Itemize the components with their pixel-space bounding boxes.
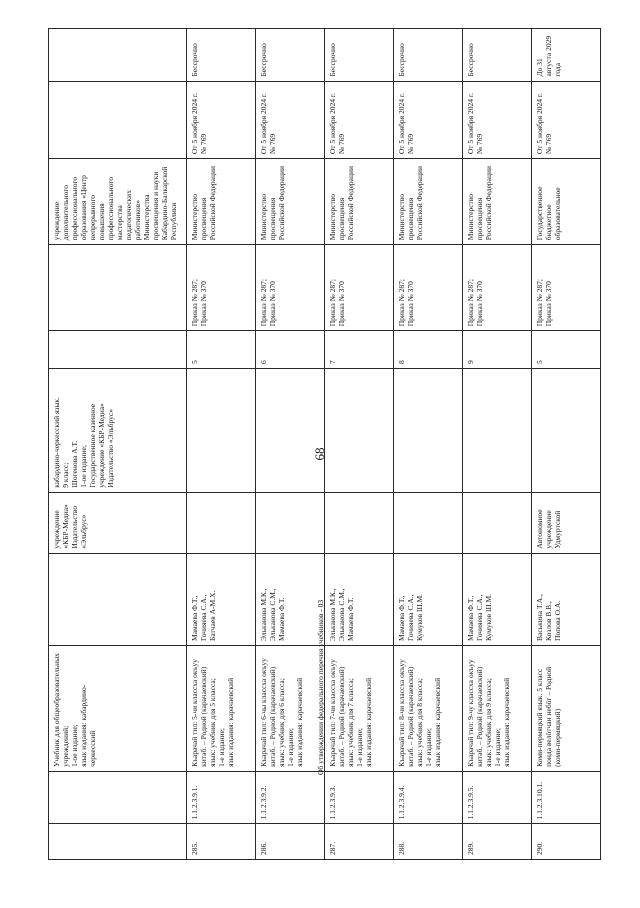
cell-title: Къарачай тил: 8-чи классха окъуу китаб. – Родной (карачаевский) язык: учебник для 8 класса; 1-е издание; язык издания: карачаевский (394, 645, 463, 771)
cell-term: Бессрочно (463, 29, 532, 82)
cell-term: Бессрочно (325, 29, 394, 82)
table-row (49, 29, 187, 860)
cell-num: 285. (187, 824, 256, 860)
cell-title: Къарачай тил: 7-чи классха окъуу китаб. – Родной (карачаевский) язык: учебник для 7 класса; 1-е издание; язык издания: карачаевский (325, 645, 394, 771)
cell-authors: Мамаева Ф.Т., Гочияева С.А., Кумуков Ш.М. (394, 553, 463, 645)
cell-num: 287. (325, 824, 394, 860)
cell-developer: Министерство просвещения Российской Федерации (394, 159, 463, 245)
cell-title: Коми-пермяцкий язык. 5 класс понда велӧтчан небӧг – Родной (коми-пермяцкий) (532, 645, 601, 771)
cell-grade: 6 (256, 331, 325, 369)
cell-code (49, 771, 187, 823)
cell-order: Приказ № 287; Приказ № 370 (256, 245, 325, 331)
cell-prev (394, 369, 463, 493)
cell-num: 286. (256, 824, 325, 860)
page-number: 68 (312, 447, 327, 461)
cell-publisher (463, 492, 532, 553)
cell-num: 289. (463, 824, 532, 860)
cell-authors (49, 553, 187, 645)
cell-publisher: учреждение «КБР-Медиа» Издательство «Эльбрус» (49, 492, 187, 553)
cell-authors: Эльканова М.К., Эльканова С.М., Мамаева Ф.Т. (256, 553, 325, 645)
cell-title: Къарачай тил: 6-чы классха окъуу китаб. – Родной (карачаевский) язык: учебник для 6 класса; 1-е издание; язык издания: карачаевский (256, 645, 325, 771)
cell-prev (187, 369, 256, 493)
cell-authors: Мамаева Ф.Т., Гочияева С.А., Батчаев А-М.Х. (187, 553, 256, 645)
cell-publisher (187, 492, 256, 553)
cell-num (49, 824, 187, 860)
cell-code: 1.1.2.3.9.2. (256, 771, 325, 823)
cell-term: До 31 августа 2029 года (532, 29, 601, 82)
cell-num: 288. (394, 824, 463, 860)
table-row (463, 29, 532, 860)
cell-developer: учреждение дополнительного профессионального образования «Центр непрерывного повышения профессионального мастерства педагогических работников» Министерства просвещения и науки Кабардино-Балкарской Республики (49, 159, 187, 245)
cell-term: Бессрочно (187, 29, 256, 82)
cell-grade: 9 (463, 331, 532, 369)
cell-grade: 5 (532, 331, 601, 369)
cell-prev (463, 369, 532, 493)
cell-order: Приказ № 287; Приказ № 370 (463, 245, 532, 331)
cell-prev: кабардино-черкесский язык. 9 класс; Шогенова А.Т. 1-ое издание; Государственное казенное учреждение «КБР-Медиа» Издательство «Эльбрус» (49, 369, 187, 493)
footer-note: Об утверждении федерального перечня учебников - 03 (316, 599, 325, 775)
cell-title: Къарачай тил: 5-чи классха окъуу китаб. – Родной (карачаевский) язык: учебник для 5 класса; 1-е издание; язык издания: карачаевский (187, 645, 256, 771)
cell-developer: Министерство просвещения Российской Федерации (187, 159, 256, 245)
cell-term: Бессрочно (394, 29, 463, 82)
cell-code: 1.1.2.3.9.3. (325, 771, 394, 823)
cell-term: Бессрочно (256, 29, 325, 82)
cell-publisher: Автономное учреждение Удмуртской (532, 492, 601, 553)
table-row (325, 29, 394, 860)
cell-term (49, 29, 187, 82)
cell-code: 1.1.2.3.9.4. (394, 771, 463, 823)
cell-prev (256, 369, 325, 493)
cell-developer: Министерство просвещения Российской Федерации (256, 159, 325, 245)
cell-order: Приказ № 287; Приказ № 370 (532, 245, 601, 331)
cell-developer: Министерство просвещения Российской Федерации (463, 159, 532, 245)
cell-prev (325, 369, 394, 493)
cell-date: От 5 ноября 2024 г. № 769 (463, 81, 532, 159)
cell-authors: Эльканова М.К., Эльканова С.М., Мамаева Ф.Т. (325, 553, 394, 645)
cell-date (49, 81, 187, 159)
cell-code: 1.1.2.3.9.1. (187, 771, 256, 823)
cell-code: 1.1.2.3.10.1. (532, 771, 601, 823)
cell-publisher (394, 492, 463, 553)
cell-date: От 5 ноября 2024 г. № 769 (394, 81, 463, 159)
cell-publisher (256, 492, 325, 553)
cell-grade: 5 (187, 331, 256, 369)
cell-order (49, 245, 187, 331)
table-row (256, 29, 325, 860)
cell-order: Приказ № 287; Приказ № 370 (325, 245, 394, 331)
cell-authors: Васькина Т.А., Козлов В.В., Попова О.А. (532, 553, 601, 645)
table-row (532, 29, 601, 860)
cell-num: 290. (532, 824, 601, 860)
cell-developer: Государственное бюджетное образовательное (532, 159, 601, 245)
cell-grade (49, 331, 187, 369)
cell-title: Къарачай тил: 9-чу классха окъуу китаб. – Родной (карачаевский) язык: учебник для 9 класса; 1-е издание; язык издания: карачаевский (463, 645, 532, 771)
table-row (187, 29, 256, 860)
cell-title: Учебник для общеобразовательных учреждений; 1-ое издание; язык издания: кабардино-черкесский (49, 645, 187, 771)
cell-order: Приказ № 287; Приказ № 370 (187, 245, 256, 331)
cell-code: 1.1.2.3.9.5. (463, 771, 532, 823)
cell-prev (532, 369, 601, 493)
table-row (394, 29, 463, 860)
cell-developer: Министерство просвещения Российской Федерации (325, 159, 394, 245)
cell-authors: Мамаева Ф.Т., Гочияева С.А., Кумуков Ш.М. (463, 553, 532, 645)
cell-date: От 5 ноября 2024 г. № 769 (532, 81, 601, 159)
cell-publisher (325, 492, 394, 553)
cell-grade: 8 (394, 331, 463, 369)
cell-grade: 7 (325, 331, 394, 369)
cell-date: От 5 ноября 2024 г. № 769 (256, 81, 325, 159)
cell-date: От 5 ноября 2024 г. № 769 (325, 81, 394, 159)
cell-date: От 5 ноября 2024 г. № 769 (187, 81, 256, 159)
cell-order: Приказ № 287; Приказ № 370 (394, 245, 463, 331)
